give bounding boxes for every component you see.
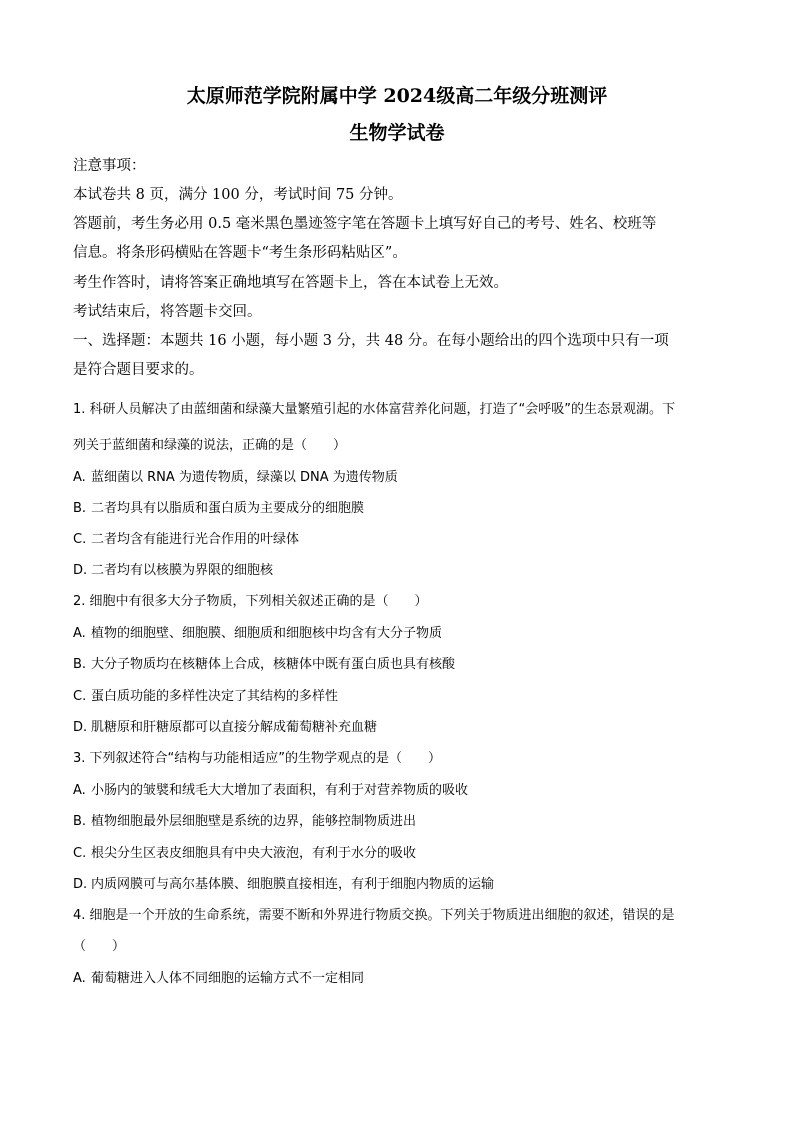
exam-subject-title: 生物学试卷 xyxy=(349,122,445,144)
option-letter: C. xyxy=(73,689,87,704)
option-b xyxy=(73,656,455,674)
section-heading: 一、选择题：本题共 16 小题，每小题 3 分，共 48 分。在每小题给出的四个选项中只有一项 xyxy=(73,333,669,349)
option-b xyxy=(73,813,416,831)
option-d xyxy=(73,719,377,737)
question-stem-cont: （ ） xyxy=(73,939,126,954)
exam-title: 太原师范学院附属中学 2024级高二年级分班测评 xyxy=(186,85,608,107)
question-stem: 1. 科研人员解决了由蓝细菌和绿藻大量繁殖引起的水体富营养化问题，打造了“会呼吸”的生态景观湖。下 xyxy=(73,402,676,417)
option-letter: B. xyxy=(73,657,87,672)
question-stem: 2. 细胞中有很多大分子物质，下列相关叙述正确的是（ ） xyxy=(73,594,428,609)
option-text: 植物的细胞壁、细胞膜、细胞质和细胞核中均含有大分子物质 xyxy=(91,626,443,641)
option-letter: B. xyxy=(73,814,87,829)
option-letter: A. xyxy=(73,971,86,986)
notice-item: 信息。将条形码横贴在答题卡“考生条形码粘贴区”。 xyxy=(73,245,407,261)
option-text: 蛋白质功能的多样性决定了其结构的多样性 xyxy=(91,689,339,704)
option-a xyxy=(73,782,468,800)
option-a xyxy=(73,625,442,643)
option-d xyxy=(73,562,273,580)
question-stem: 3. 下列叙述符合“结构与功能相适应”的生物学观点的是（ ） xyxy=(73,751,442,766)
question-stem: 4. 细胞是一个开放的生命系统，需要不断和外界进行物质交换。下列关于物质进出细胞的叙述，错误的是 xyxy=(73,908,675,923)
option-letter: C. xyxy=(73,846,87,861)
option-text: 二者均含有能进行光合作用的叶绿体 xyxy=(91,532,300,547)
option-a xyxy=(73,970,364,988)
option-c xyxy=(73,531,299,549)
option-letter: A. xyxy=(73,470,86,485)
section-heading-cont: 是符合题目要求的。 xyxy=(73,362,204,378)
option-letter: D. xyxy=(73,720,88,735)
option-letter: B. xyxy=(73,501,87,516)
option-text: 植物细胞最外层细胞壁是系统的边界，能够控制物质进出 xyxy=(91,814,417,829)
notice-item: 考试结束后，将答题卡交回。 xyxy=(73,304,262,320)
option-c xyxy=(73,845,416,863)
notice-heading: 注意事项： xyxy=(73,158,146,174)
option-c xyxy=(73,688,338,706)
option-text: 肌糖原和肝糖原都可以直接分解成葡萄糖补充血糖 xyxy=(91,720,378,735)
option-text: 蓝细菌以 RNA 为遗传物质，绿藻以 DNA 为遗传物质 xyxy=(91,470,398,485)
option-letter: A. xyxy=(73,626,86,641)
option-d xyxy=(73,876,494,894)
option-text: 根尖分生区表皮细胞具有中央大液泡，有利于水分的吸收 xyxy=(91,846,417,861)
option-text: 大分子物质均在核糖体上合成，核糖体中既有蛋白质也具有核酸 xyxy=(91,657,456,672)
notice-item: 本试卷共 8 页，满分 100 分，考试时间 75 分钟。 xyxy=(73,187,403,203)
option-text: 葡萄糖进入人体不同细胞的运输方式不一定相同 xyxy=(91,971,365,986)
option-b xyxy=(73,500,364,518)
option-letter: D. xyxy=(73,563,88,578)
option-text: 内质网膜可与高尔基体膜、细胞膜直接相连，有利于细胞内物质的运输 xyxy=(91,877,495,892)
option-text: 二者均具有以脂质和蛋白质为主要成分的细胞膜 xyxy=(91,501,365,516)
notice-item: 答题前，考生务必用 0.5 毫米黑色墨迹签字笔在答题卡上填写好自己的考号、姓名、校班等 xyxy=(73,216,657,232)
option-text: 二者均有以核膜为界限的细胞核 xyxy=(91,563,274,578)
question-stem-cont: 列关于蓝细菌和绿藻的说法，正确的是（ ） xyxy=(73,438,347,453)
option-letter: D. xyxy=(73,877,88,892)
option-text: 小肠内的皱襞和绒毛大大增加了表面积，有利于对营养物质的吸收 xyxy=(91,783,469,798)
option-a xyxy=(73,469,398,487)
option-letter: A. xyxy=(73,783,86,798)
notice-item: 考生作答时，请将答案正确地填写在答题卡上，答在本试卷上无效。 xyxy=(73,275,508,291)
option-letter: C. xyxy=(73,532,87,547)
